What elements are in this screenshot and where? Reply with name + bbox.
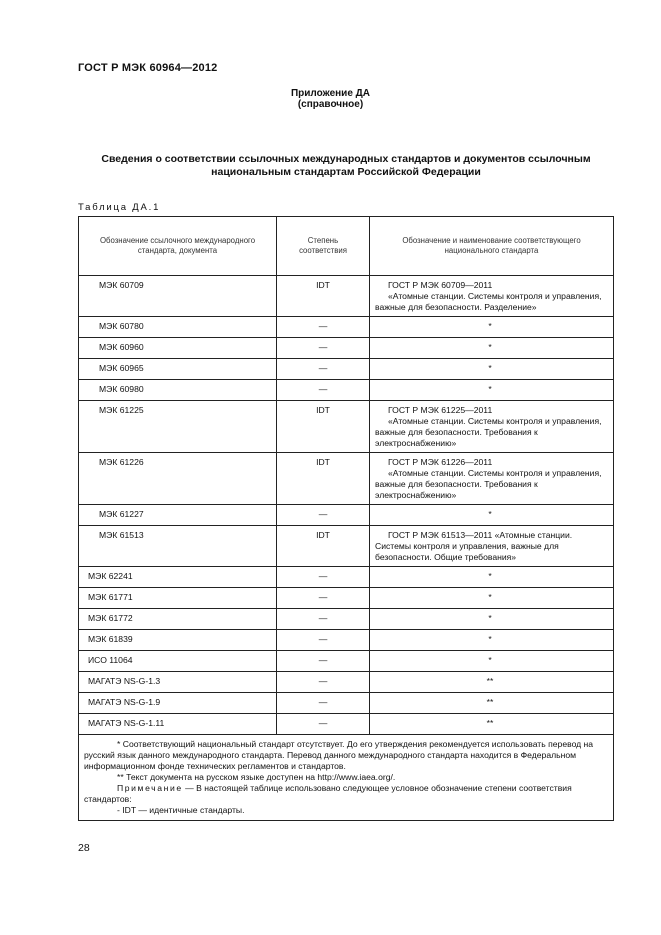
cell-national-standard: * <box>370 338 614 359</box>
table-footnotes-row <box>79 735 614 821</box>
cell-national-standard: * <box>370 317 614 338</box>
cell-degree: — <box>277 651 370 672</box>
table-row <box>79 630 614 651</box>
cell-designation: МАГАТЭ NS-G-1.9 <box>79 693 277 714</box>
cell-national-standard: * <box>370 630 614 651</box>
cell-national-standard: ** <box>370 693 614 714</box>
table-row <box>79 317 614 338</box>
table-row <box>79 401 614 453</box>
cell-national-standard: ** <box>370 672 614 693</box>
cell-degree: — <box>277 338 370 359</box>
national-standard-title: «Атомные станции. Системы контроля и управления, важные для безопасности. Требования к электроснабжению» <box>375 416 602 448</box>
table-row <box>79 526 614 567</box>
cell-degree: — <box>277 380 370 401</box>
cell-degree: — <box>277 714 370 735</box>
cell-national-standard: * <box>370 359 614 380</box>
cell-national-standard: ** <box>370 714 614 735</box>
cell-degree: IDT <box>277 401 370 453</box>
correspondence-table <box>78 216 614 821</box>
cell-national-standard: * <box>370 380 614 401</box>
cell-designation: МАГАТЭ NS-G-1.3 <box>79 672 277 693</box>
table-note <box>84 783 603 805</box>
table-row <box>79 588 614 609</box>
cell-national-standard: * <box>370 588 614 609</box>
cell-degree: — <box>277 359 370 380</box>
cell-degree: — <box>277 567 370 588</box>
cell-designation: МЭК 62241 <box>79 567 277 588</box>
table-row <box>79 338 614 359</box>
national-standard-title: ГОСТ Р МЭК 61513—2011 «Атомные станции. Системы контроля и управления, важные для безопасности. Общие требования» <box>375 530 573 562</box>
cell-designation: МЭК 61771 <box>79 588 277 609</box>
table-row <box>79 672 614 693</box>
cell-national-standard <box>370 401 614 453</box>
cell-national-standard: * <box>370 609 614 630</box>
cell-degree: — <box>277 609 370 630</box>
table-row <box>79 359 614 380</box>
cell-degree: — <box>277 672 370 693</box>
national-standard-code: ГОСТ Р МЭК 61225—2011 <box>388 405 493 415</box>
cell-degree: — <box>277 317 370 338</box>
header-designation: Обозначение ссылочного международного стандарта, документа <box>79 217 277 276</box>
cell-designation: МЭК 60980 <box>79 380 277 401</box>
table-row <box>79 693 614 714</box>
annex-subtitle: (справочное) <box>297 99 364 110</box>
table-row <box>79 276 614 317</box>
cell-degree: IDT <box>277 276 370 317</box>
cell-designation: МАГАТЭ NS-G-1.11 <box>79 714 277 735</box>
cell-designation: МЭК 61513 <box>79 526 277 567</box>
cell-designation: МЭК 61839 <box>79 630 277 651</box>
cell-degree: IDT <box>277 526 370 567</box>
cell-designation: ИСО 11064 <box>79 651 277 672</box>
cell-designation: МЭК 60965 <box>79 359 277 380</box>
table-caption: Таблица ДА.1 <box>78 202 161 213</box>
footnote-1: * Соответствующий национальный стандарт отсутствует. До его утверждения рекомендуется использовать перевод на русский язык данного международного стандарта. Перевод данного международного стандарта находится в Федеральном информационном фонде технических регламентов и стандартов. <box>84 739 594 771</box>
table-body <box>79 276 614 735</box>
national-standard-title: «Атомные станции. Системы контроля и управления, важные для безопасности. Требования к электроснабжению» <box>375 468 602 500</box>
table-header-row <box>79 217 614 276</box>
table-row <box>79 453 614 505</box>
cell-designation: МЭК 61227 <box>79 505 277 526</box>
cell-designation: МЭК 60709 <box>79 276 277 317</box>
cell-designation: МЭК 61226 <box>79 453 277 505</box>
cell-designation: МЭК 61225 <box>79 401 277 453</box>
note-text: — В настоящей таблице использовано следующее условное обозначение степени соответствия стандартов: <box>84 783 572 804</box>
cell-degree: — <box>277 505 370 526</box>
cell-national-standard <box>370 526 614 567</box>
table-row <box>79 505 614 526</box>
section-title: Сведения о соответствии ссылочных международных стандартов и документов ссылочным национальным стандартам Российской Федерации <box>101 153 591 178</box>
table-row <box>79 567 614 588</box>
table-row <box>79 714 614 735</box>
cell-national-standard: * <box>370 505 614 526</box>
cell-degree: IDT <box>277 453 370 505</box>
table-footnotes <box>79 735 614 821</box>
cell-degree: — <box>277 693 370 714</box>
table-row <box>79 651 614 672</box>
national-standard-title: «Атомные станции. Системы контроля и управления, важные для безопасности. Разделение» <box>375 291 602 312</box>
header-degree: Степень соответствия <box>277 217 370 276</box>
footnote-2: ** Текст документа на русском языке доступен на http://www.iaea.org/. <box>117 772 396 782</box>
table-row <box>79 380 614 401</box>
note-item: - IDT — идентичные стандарты. <box>117 805 245 815</box>
document-id: ГОСТ Р МЭК 60964—2012 <box>78 62 218 74</box>
header-national: Обозначение и наименование соответствующего национального стандарта <box>370 217 614 276</box>
cell-national-standard <box>370 276 614 317</box>
cell-national-standard: * <box>370 651 614 672</box>
cell-national-standard: * <box>370 567 614 588</box>
table-row <box>79 609 614 630</box>
annex-title: Приложение ДА <box>290 88 371 99</box>
cell-designation: МЭК 60780 <box>79 317 277 338</box>
cell-degree: — <box>277 588 370 609</box>
note-label: Примечание <box>117 783 183 793</box>
national-standard-code: ГОСТ Р МЭК 61226—2011 <box>388 457 493 467</box>
national-standard-code: ГОСТ Р МЭК 60709—2011 <box>388 280 493 290</box>
cell-designation: МЭК 60960 <box>79 338 277 359</box>
cell-degree: — <box>277 630 370 651</box>
cell-national-standard <box>370 453 614 505</box>
cell-designation: МЭК 61772 <box>79 609 277 630</box>
page-number: 28 <box>78 842 90 854</box>
